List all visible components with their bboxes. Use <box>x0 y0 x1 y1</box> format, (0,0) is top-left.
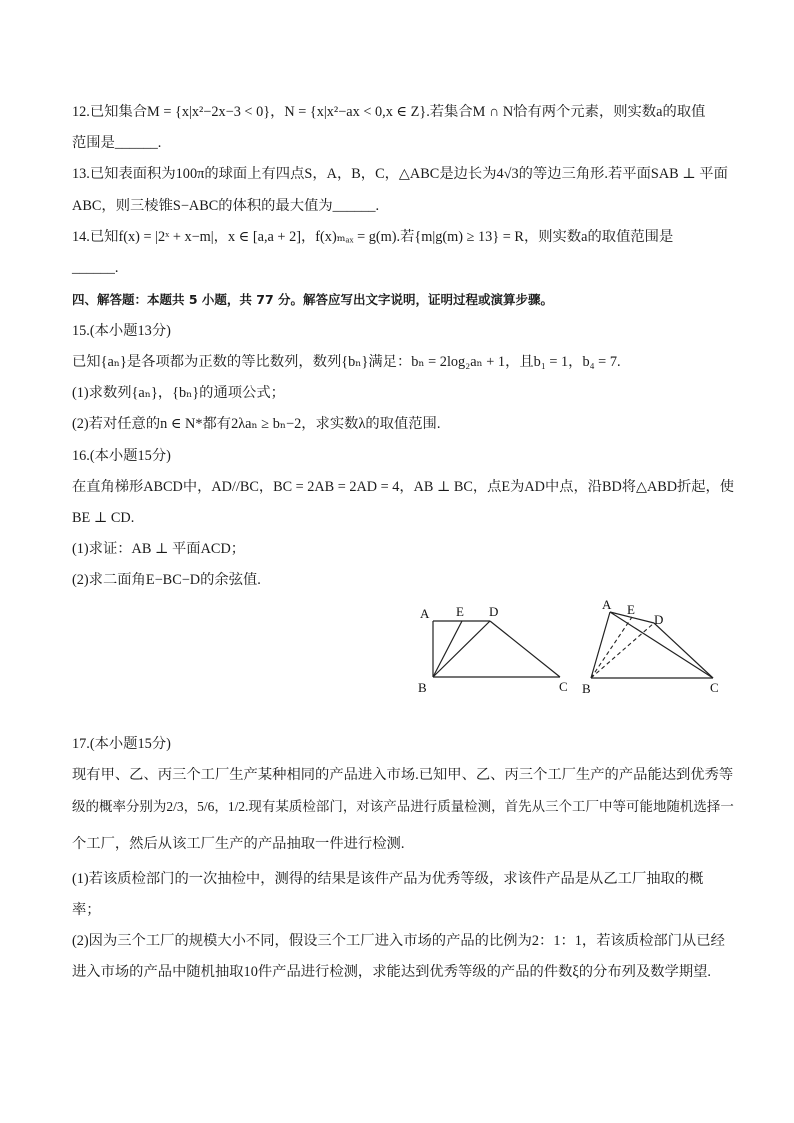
q15-stem: 已知{aₙ}是各项都为正数的等比数列，数列{bₙ}满足：bₙ = 2log₂aₙ + 1，且b₁ = 1，b₄ = 7. <box>72 354 621 370</box>
q15-part2: (2)若对任意的n ∈ N*都有2λaₙ ≥ bₙ−2，求实数λ的取值范围. <box>72 416 441 432</box>
label-b: B <box>418 680 427 695</box>
trapezoid-figure <box>410 600 580 700</box>
q16-stem-line2: BE ⊥ CD. <box>72 510 135 526</box>
q14-line2: ______. <box>72 260 119 276</box>
q17-part2-line1: (2)因为三个工厂的规模大小不同，假设三个工厂进入市场的产品的比例为2：1：1，若该质检部门从已经 <box>72 933 725 949</box>
edge-bd <box>433 621 490 677</box>
label-b: B <box>582 681 591 696</box>
edge-be <box>433 621 462 677</box>
q17-line3: 个工厂，然后从该工厂生产的产品抽取一件进行检测. <box>72 836 405 852</box>
label-a: A <box>420 606 430 621</box>
q13-line2: ABC，则三棱锥S−ABC的体积的最大值为______. <box>72 198 380 214</box>
edge-be-dashed <box>591 617 632 678</box>
q17-line1: 现有甲、乙、丙三个工厂生产某种相同的产品进入市场.已知甲、乙、丙三个工厂生产的产品能达到优秀等 <box>72 767 734 783</box>
label-c: C <box>710 680 719 695</box>
q15-heading: 15.(本小题13分) <box>72 323 171 339</box>
q17-part2-line2: 进入市场的产品中随机抽取10件产品进行检测，求能达到优秀等级的产品的件数ξ的分布列及数学期望. <box>72 964 712 980</box>
q16-part2: (2)求二面角E−BC−D的余弦值. <box>72 572 261 588</box>
q16-heading: 16.(本小题15分) <box>72 448 171 464</box>
edge-dc <box>654 623 713 678</box>
q13-line1: 13.已知表面积为100π的球面上有四点S，A，B，C，△ABC是边长为4√3的等边三角形.若平面SAB ⊥ 平面 <box>72 166 728 182</box>
q16-stem-line1: 在直角梯形ABCD中，AD//BC，BC = 2AB = 2AD = 4，AB ⊥ BC，点E为AD中点，沿BD将△ABD折起，使 <box>72 479 735 495</box>
label-e: E <box>456 604 464 619</box>
q14-line1: 14.已知f(x) = |2ˣ + x−m|，x ∈ [a,a + 2]，f(x)ₘₐₓ = g(m).若{m|g(m) ≥ 13} = R，则实数a的取值范围是 <box>72 229 674 245</box>
label-d: D <box>654 612 664 627</box>
label-e: E <box>627 602 635 617</box>
folded-figure <box>575 596 735 700</box>
edge-ab <box>591 612 610 678</box>
label-d: D <box>489 604 499 619</box>
q17-part1-line2: 率； <box>72 902 101 918</box>
edge-dc <box>490 621 560 677</box>
q17-part1-line1: (1)若该质检部门的一次抽检中，测得的结果是该件产品为优秀等级，求该件产品是从乙工厂抽取的概 <box>72 871 704 887</box>
q12-line2: 范围是______. <box>72 135 162 151</box>
q16-part1: (1)求证：AB ⊥ 平面ACD； <box>72 541 246 557</box>
section4-heading: 四、解答题：本题共 5 小题，共 77 分。解答应写出文字说明，证明过程或演算步骤。 <box>72 292 554 307</box>
label-a: A <box>602 597 612 612</box>
q17-line2: 级的概率分别为2/3，5/6，1/2.现有某质检部门，对该产品进行质量检测，首先从三个工厂中等可能地随机选择一 <box>72 799 734 814</box>
q15-part1: (1)求数列{aₙ}，{bₙ}的通项公式； <box>72 385 285 401</box>
label-c: C <box>559 679 568 694</box>
q12-line1: 12.已知集合M = {x|x²−2x−3 < 0}，N = {x|x²−ax < 0,x ∈ Z}.若集合M ∩ N恰有两个元素，则实数a的取值 <box>72 104 706 120</box>
q17-heading: 17.(本小题15分) <box>72 736 171 752</box>
